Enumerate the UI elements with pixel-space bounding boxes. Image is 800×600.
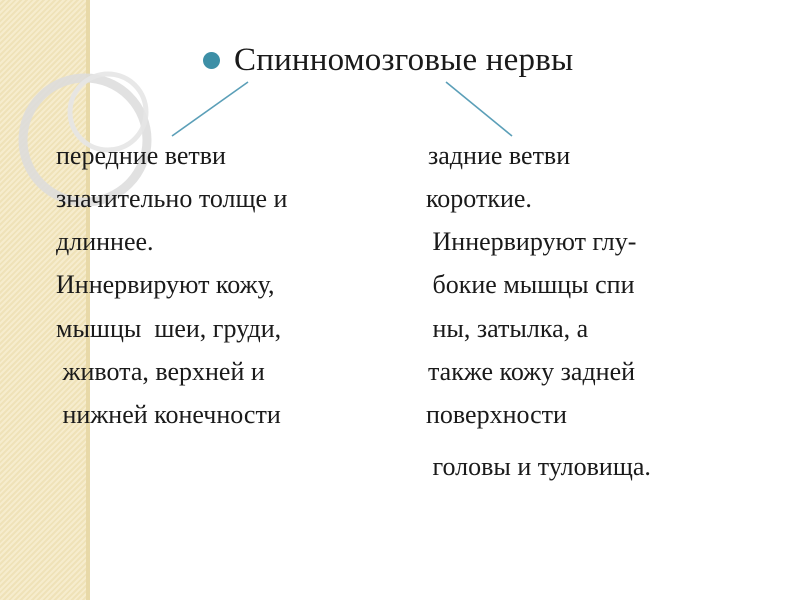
right-line-7: поверхности	[426, 400, 567, 429]
right-line-2: короткие.	[426, 184, 532, 213]
right-line-5: ны, затылка, а	[426, 314, 589, 343]
right-line-8: головы и туловища.	[426, 452, 651, 481]
left-line-5: мышцы шеи, груди,	[56, 314, 282, 343]
connector-right	[446, 82, 512, 136]
connector-left	[172, 82, 248, 136]
left-line-4: Иннервируют кожу,	[56, 270, 275, 299]
left-line-7: нижней конечности	[56, 400, 281, 429]
left-line-3: длиннее.	[56, 227, 154, 256]
page-title: Спинномозговые нервы	[234, 41, 574, 78]
right-line-6: также кожу задней	[428, 357, 636, 386]
right-line-3: Иннервируют глу-	[426, 227, 637, 256]
left-line-2: значительно толще и	[56, 184, 288, 213]
right-line-4: бокие мышцы спи	[426, 270, 635, 299]
right-line-1: задние ветви	[428, 141, 571, 170]
left-line-6: живота, верхней и	[56, 357, 265, 386]
left-line-1: передние ветви	[56, 141, 226, 170]
